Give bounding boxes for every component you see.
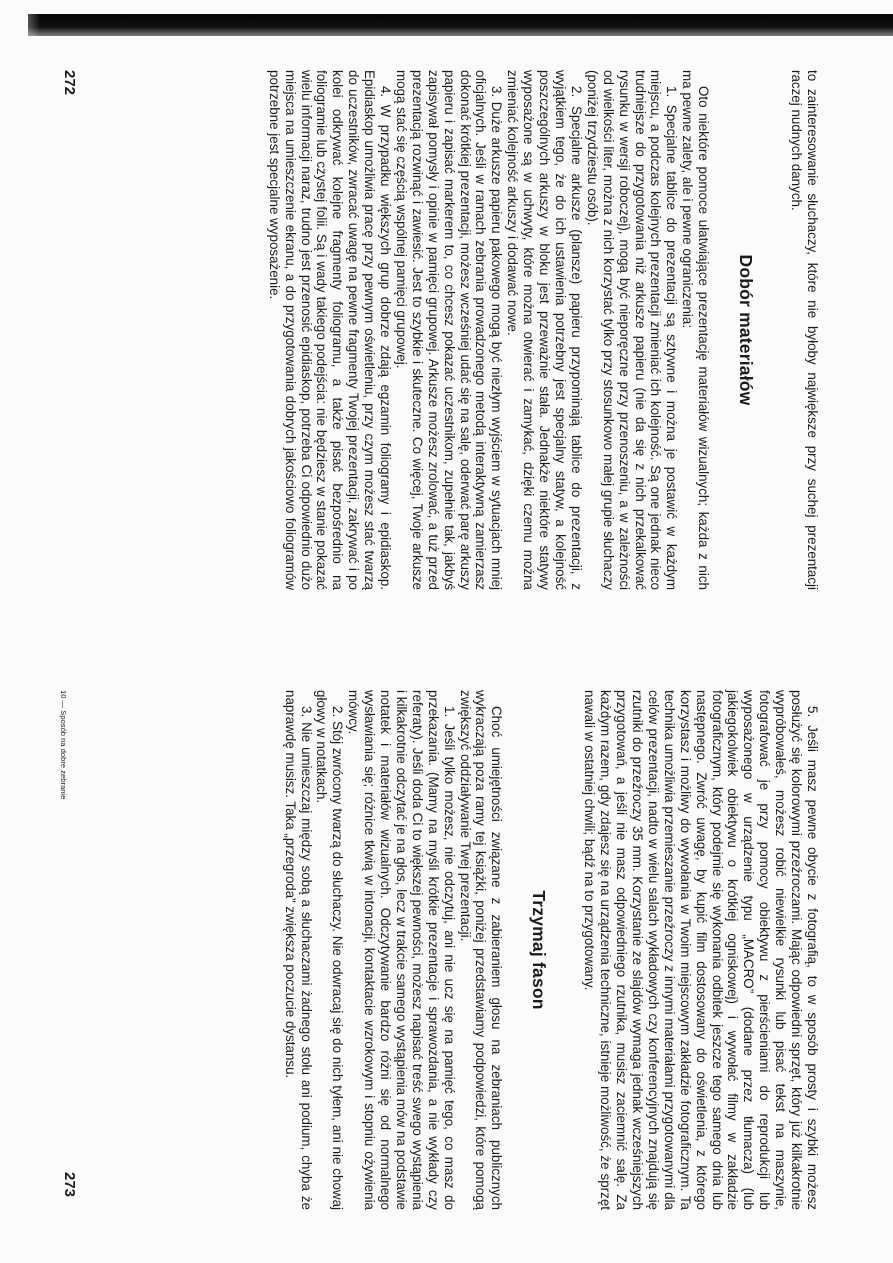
section-heading: Trzymaj fason [529,890,550,1010]
intro-paragraph: Oto niektóre pomoce ułatwiające prezentację materiałów wizualnych; każda z nich ma pewne zalety, ale i pewne ograniczenia: [680,70,712,590]
section-heading: Dobór materiałów [736,254,757,406]
running-footer: 10 — Sposób na dobre zebranie [59,690,68,800]
list-item: 5. Jeśli masz pewne obycie z fotografią, to w sposób prosty i szybki możesz posłużyć się kolorowymi przeźroczami. Mając odpowiedni sprzęt, który już kilkakrotnie wypróbowałeś, możesz robić niewielkie rysunki lub pisać tekst na maszynie, fotografować je przy pomocy obiektywu z pierścieniami do reprodukcji lub wyposażonego w urządzenie typu „MACRO” (dodane przez tłumacza) (lub jakiegokolwiek obiektywu o krótkiej ogniskowej) i wywołać filmy w zakładzie fotograficznym, który podejmie się wykonania odbitek jeszcze tego samego dnia lub następnego. Zwróć uwagę, by kupić film dostosowany do oświetlenia, z którego korzystasz i możliwy do wywołania w Twoim miejscowym zakładzie fotograficznym. Ta technika umożliwia przemieszanie przeźroczy z innymi materiałami przygotowanymi dla celów prezentacji, nadto w wielu salach wykładowych czy konferencyjnych znajdują się rzutniki do przeźroczy 35 mm. Korzystanie ze slajdów wymaga jednak wcześniejszych przygotowań, a jeśli nie masz odpowiedniego rzutnika, musisz zaciemnić salę. Za każdym razem, gdy zdajesz się na urządzenia techniczne, istnieje możliwość, że sprzęt nawali w ostatniej chwili; bądź na to przygotowany. [582,690,820,1210]
intro-paragraph: Choć umiejętności związane z zabieraniem głosu na zebraniach publicznych wykraczają poza ramy tej książki, poniżej przedstawiamy podpowiedzi, które pomogą zwiększyć oddziaływanie Twej prezentacji. [457,690,505,1210]
list-item: 2. Stój zwrócony twarzą do słuchaczy. Nie odwracaj się do nich tyłem, ani nie chowaj głowy w notatkach. [314,690,346,1210]
left-page [28,52,848,592]
book-spread [28,52,848,1212]
page-number: 273 [61,1172,78,1198]
list-item: 3. Duże arkusze papieru pakowego mogą być niezłym wyjściem w sytuacjach mniej oficjalnych. Jeśli w ramach zebrania prowadzonego metodą interaktywną zamierzasz dokonać krótkiej prezentacji, możesz wcześniej udać się na salę, oderwać parę arkuszy papieru i zapisać markerem to, co chcesz pokazać uczestnikom, zupełnie tak, jakbyś zapisywał pomysły i opinie w pamięci grupowej. Arkusze możesz zrolować, a tuż przed prezentacją rozwinąć i zawiesić. Jest to szybkie i skuteczne. Co więcej, Twoje arkusze mogą stać się częścią wspólnej pamięci grupowej. [393,70,505,590]
list-item: 1. Specjalne tablice do prezentacji są sztywne i można je postawić w każdym miejscu, a podczas kolejnych prezentacji zmieniać ich kolejność. Są one jednak nieco trudniejsze do przygotowania niż arkusze papieru (nie da się z nich przekalkować rysunku w wersji roboczej), mogą być nieporęczne przy przenoszeniu, a w zależności od wielkości liter, można z nich korzystać tylko przy stosunkowo małej grupie słuchaczy (poniżej trzydziestu osób). [584,70,680,590]
right-page-text [282,690,820,1210]
opening-paragraph: to zainteresowanie słuchaczy, które nie byłoby największe przy suchej prezentacji raczej nudnych danych. [789,70,820,590]
list-item: 1. Jeśli tylko możesz, nie odczytuj, ani nie ucz się na pamięć tego, co masz do przekazania. (Mamy na myśli krótkie prezentacje i sprawozdania, a nie wykłady czy referaty). Jeśli doda Ci to większej pewności, możesz napisać treść swego wystąpienia i kilkakrotnie odczytać je na głos, lecz w trakcie samego wystąpienia mów na podstawie notatek i materiałów wizualnych. Odczytywanie bardzo różni się od normalnego wysławiania się; różnice tkwią w intonacji, kontaktacie wzrokowym i stopniu ożywienia mówcy. [346,690,457,1210]
right-page [28,672,848,1212]
list-item: 2. Specjalne arkusze (plansze) papieru przypominają tablice do prezentacji, z wyjątkiem tego, że do ich ustawienia potrzebny jest specjalny statyw, a kolejność poszczególnych arkuszy w bloku jest przeważnie stała. Jednakże niektóre statywy wyposażone są w uchwyty, które można otwierać i zamykać, dzięki czemu można zmieniać kolejność arkuszy i dodawać nowe. [505,70,584,590]
page-number: 272 [61,70,78,96]
list-item: 4. W przypadku większych grup dobrze zdają egzamin foliogramy i epidiaskop. Epidiaskop umożliwia pracę przy pewnym oświetleniu, przy czym możesz stać twarzą do uczestników, zwracać uwagę na pewne fragmenty Twojej prezentacji, zakrywać i po kolei odkrywać kolejne fragmenty foliogramu, a także pisać bezpośrednio na foliogramie lub czystej folii. Są i wady takiego podejścia: nie będziesz w stanie pokazać wielu informacji naraz, trudno jest przenosić epidiaskop, potrzeba Ci odpowiednio dużo miejsca na umieszczenie ekranu, a do przygotowania dobrych jakościowo foliogramów potrzebne jest specjalne wyposażenie. [266,70,394,590]
left-page-text [266,70,820,590]
top-scan-bar-fade [0,14,40,44]
top-scan-bar [28,14,893,36]
list-item: 3. Nie umieszczaj między sobą a słuchaczami żadnego stołu ani podium, chyba że naprawdę musisz. Taka „przegroda” zwiększa poczucie dystansu. [282,690,314,1210]
